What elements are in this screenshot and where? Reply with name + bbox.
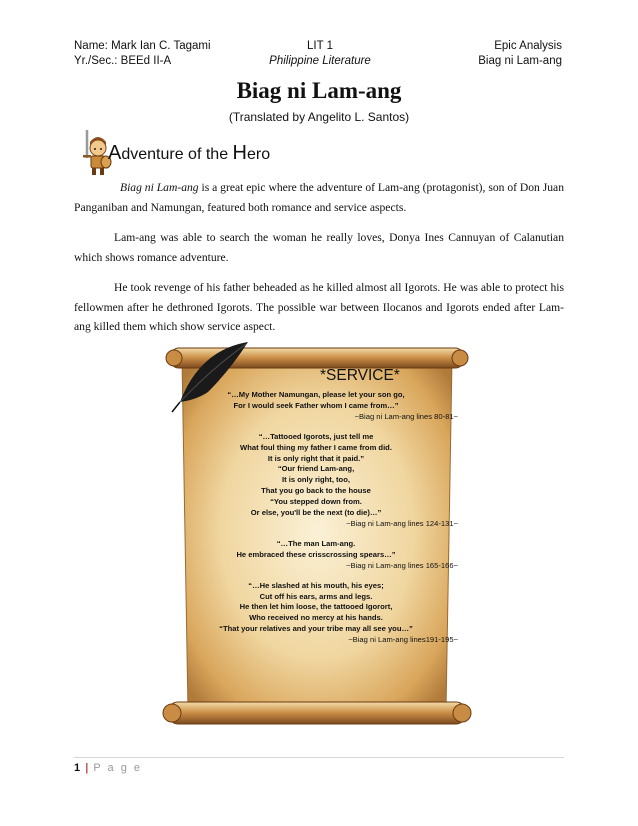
poem [204,390,458,646]
poem-citation: ~Biag ni Lam-ang lines 124-131~ [346,518,458,528]
poem-citation: ~Biag ni Lam-ang lines 80-81~ [354,411,458,421]
section-heading-part2: ero [246,146,271,163]
scroll-title: *SERVICE* [320,367,400,384]
poem-line: He then let him loose, the tattooed Igorort, [239,602,393,612]
footer-separator: | [85,762,89,774]
section-heading-part1: dventure of the [121,146,233,163]
paragraph-1 [74,178,564,217]
poem-line: What foul thing my father I came from did. [240,442,392,452]
poem-line: He embraced these crisscrossing spears…” [236,549,396,559]
header-topic: Biag ni Lam-ang [478,55,562,67]
page-title: Biag ni Lam-ang [236,78,402,103]
page-subtitle: (Translated by Angelito L. Santos) [228,110,410,124]
poem-line: That you go back to the house [261,486,371,496]
scroll-image [160,340,474,742]
section-heading-initial-a: A [108,142,122,164]
page-footer [74,762,142,774]
page-number: 1 [74,762,81,774]
poem-line: “…The man Lam-ang. [276,538,356,548]
body-text [74,178,564,348]
poem-line: “You stepped down from. [270,497,362,507]
header-center [240,39,400,69]
header-section: Yr./Sec.: BEEd II-A [74,55,172,67]
epic-title-italic: Biag ni Lam-ang [120,181,199,194]
header-name: Name: Mark Ian C. Tagami [74,40,211,52]
poem-line: “…Tattooed Igorots, just tell me [258,431,374,441]
paragraph-3-text: He took revenge of his father beheaded as he killed almost all Igorots. He was able to protect his fellowmen after he dethroned Igorots. The possible war between Ilocanos and Igorots ended after Lam-ang killed them which show service aspect. [74,281,564,333]
poem-line: Who received no mercy at his hands. [249,613,383,623]
header-assignment: Epic Analysis [494,40,562,52]
section-heading [108,142,270,165]
poem-line: “That your relatives and your tribe may all see you…” [219,624,413,634]
poem-line: “…He slashed at his mouth, his eyes; [248,580,384,590]
poem-citation: ~Biag ni Lam-ang lines 165-166~ [346,560,458,570]
section-heading-initial-h: H [232,142,247,164]
poem-line: It is only right, too, [282,475,350,485]
paragraph-2 [74,228,564,267]
poem-line: For I would seek Father whom I came from…” [233,400,399,410]
paragraph-1-text: is a great epic where the adventure of Lam-ang (protagonist), son of Don Juan Panganiban and Namungan, featured both romance and service aspects. [74,181,564,214]
footer-divider [74,757,564,758]
header-course: LIT 1 [307,40,333,52]
paragraph-3 [74,278,564,337]
poem-line: “…My Mother Namungan, please let your son go, [227,390,405,399]
paragraph-2-text: Lam-ang was able to search the woman he really loves, Donya Ines Cannuyan of Calanutian which shows romance adventure. [74,231,564,264]
poem-line: Cut off his ears, arms and legs. [259,591,373,601]
poem-line: “Our friend Lam-ang, [277,464,355,474]
header-right [478,39,562,69]
page-label: P a g e [93,762,142,774]
poem-citation: ~Biag ni Lam-ang lines191-195~ [348,635,458,645]
poem-line: It is only right that it paid.” [267,453,365,463]
header-left [74,39,211,69]
header-subject: Philippine Literature [269,55,371,67]
poem-line: Or else, you'll be the next (to die)…” [250,508,382,518]
